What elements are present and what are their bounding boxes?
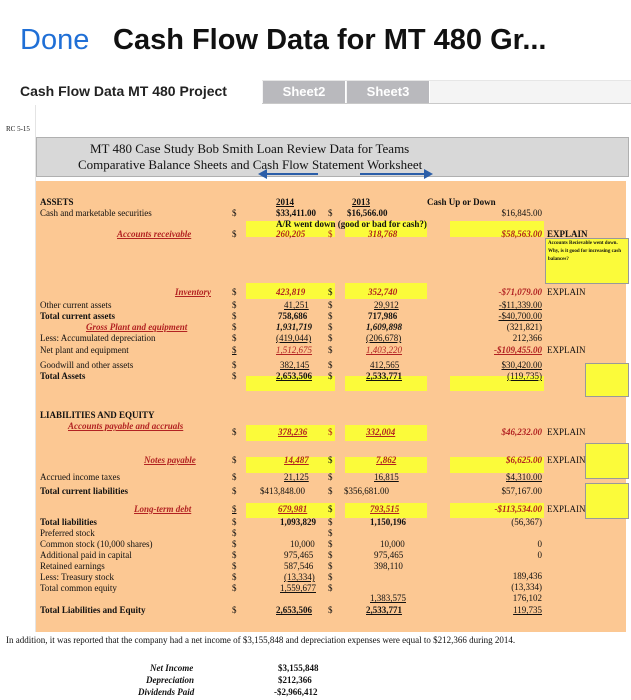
currency-sign: $: [328, 345, 333, 355]
currency-sign: $: [328, 561, 333, 571]
cell-change[interactable]: 212,366: [512, 333, 542, 343]
row-label: Less: Treasury stock: [40, 572, 114, 582]
cell-2014[interactable]: 382,145: [280, 360, 310, 370]
explain-label: EXPLAIN: [547, 504, 586, 514]
currency-sign: $: [328, 333, 333, 343]
sheet-title: MT 480 Case Study Bob Smith Loan Review Data for Teams: [90, 141, 410, 156]
row-label: Total common equity: [40, 583, 117, 593]
currency-sign: $: [328, 322, 333, 332]
explain-label: EXPLAIN: [547, 287, 586, 297]
currency-sign: $: [328, 486, 333, 496]
currency-sign: $: [232, 287, 237, 297]
currency-sign: $: [232, 311, 237, 321]
cell-change[interactable]: -$113,534.00: [494, 504, 542, 514]
currency-sign: $: [232, 208, 237, 218]
currency-sign: $: [328, 583, 333, 593]
currency-sign: $: [328, 504, 333, 514]
cell-2013[interactable]: $16,566.00: [347, 208, 388, 218]
done-button[interactable]: Done: [20, 24, 90, 56]
row-label: Cash and marketable securities: [40, 208, 152, 218]
cell-2014[interactable]: 378,236: [278, 427, 308, 437]
currency-sign: $: [232, 486, 237, 496]
cell-2014[interactable]: 21,125: [284, 472, 309, 482]
document-title: Cash Flow Data for MT 480 Gr...: [113, 24, 547, 56]
cell-change[interactable]: $4,310.00: [506, 472, 542, 482]
currency-sign: $: [328, 311, 333, 321]
cell-2013[interactable]: 1,609,898: [366, 322, 402, 332]
currency-sign: $: [232, 345, 237, 355]
currency-sign: $: [328, 455, 333, 465]
assets-header: ASSETS: [40, 197, 74, 207]
row-label: Total Liabilities and Equity: [40, 605, 146, 615]
row-label: Accounts payable and accruals: [68, 421, 184, 431]
comment-box[interactable]: [585, 443, 629, 479]
comment-box[interactable]: [585, 483, 629, 519]
tab-label: Sheet3: [366, 84, 410, 99]
cell-2014[interactable]: 2,653,506: [276, 605, 312, 615]
cell-2013[interactable]: 7,862: [376, 455, 397, 465]
year-2013-header: 2013: [352, 197, 370, 207]
currency-sign: $: [232, 371, 237, 381]
cell-change[interactable]: -$109,455.00: [494, 345, 542, 355]
cell-2013[interactable]: $356,681.00: [344, 486, 389, 496]
row-label: Total current assets: [40, 311, 115, 321]
currency-sign: $: [232, 300, 237, 310]
row-label: Total Assets: [40, 371, 86, 381]
spreadsheet-grid[interactable]: [0, 105, 631, 700]
explain-label: EXPLAIN: [547, 455, 586, 465]
summary-label: Dividends Paid: [138, 687, 195, 697]
cell-2013[interactable]: 398,110: [374, 561, 403, 571]
year-2014-header: 2014: [276, 197, 294, 207]
currency-sign: $: [232, 550, 237, 560]
cell-change[interactable]: $6,625.00: [506, 455, 542, 465]
footnote-text: In addition, it was reported that the company had a net income of $3,155,848 and depreciation expenses were equal to $212,366 during 2014.: [6, 635, 516, 645]
row-label: Gross Plant and equipment: [86, 322, 188, 332]
cell-2013[interactable]: 29,912: [374, 300, 399, 310]
tab-sheet3[interactable]: [347, 81, 430, 103]
currency-sign: $: [232, 561, 237, 571]
ar-note: A/R went down (good or bad for cash?): [276, 219, 427, 229]
row-label: Total current liabilities: [40, 486, 129, 496]
cell-2014[interactable]: $413,848.00: [260, 486, 305, 496]
cell-2013[interactable]: 1,383,575: [370, 593, 406, 603]
cell-2013[interactable]: 332,004: [366, 427, 396, 437]
cell-change[interactable]: $57,167.00: [501, 486, 542, 496]
cell-2014[interactable]: $33,411.00: [276, 208, 317, 218]
currency-sign: $: [232, 517, 237, 527]
cell-2013[interactable]: 793,515: [370, 504, 400, 514]
currency-sign: $: [232, 333, 237, 343]
summary-label: Depreciation: [146, 675, 194, 685]
cell-change[interactable]: $30,420.00: [501, 360, 542, 370]
cell-change[interactable]: 0: [537, 539, 542, 549]
liabilities-header: LIABILITIES AND EQUITY: [40, 410, 155, 420]
cell-2014[interactable]: 260,205: [276, 229, 306, 239]
explain-label: EXPLAIN: [547, 229, 588, 239]
currency-sign: $: [232, 455, 237, 465]
row-label: Total liabilities: [40, 517, 97, 527]
tab-label: Cash Flow Data MT 480 Project: [20, 83, 227, 99]
currency-sign: $: [328, 287, 333, 297]
cell-2014[interactable]: 679,981: [278, 504, 308, 514]
top-nav-bar: [0, 0, 631, 78]
row-label: Notes payable: [144, 455, 196, 465]
row-label: Other current assets: [40, 300, 112, 310]
cell-2013[interactable]: 975,465: [374, 550, 404, 560]
row-label: Accrued income taxes: [40, 472, 120, 482]
change-header: Cash Up or Down: [427, 197, 496, 207]
cell-2013[interactable]: (206,678): [366, 333, 402, 343]
row-label: Preferred stock: [40, 528, 95, 538]
cell-2013[interactable]: 16,815: [374, 472, 399, 482]
explain-label: EXPLAIN: [547, 427, 586, 437]
cell-change[interactable]: -$40,700.00: [498, 311, 542, 321]
currency-sign: $: [232, 322, 237, 332]
right-arrow-icon: [424, 169, 433, 179]
currency-sign: $: [328, 528, 333, 538]
cell-2014[interactable]: 1,931,719: [276, 322, 312, 332]
currency-sign: $: [232, 572, 237, 582]
currency-sign: $: [328, 208, 333, 218]
currency-sign: $: [232, 472, 237, 482]
tab-label: Sheet2: [282, 84, 326, 99]
cell-change[interactable]: 189,436: [512, 571, 542, 581]
cell-change[interactable]: $58,563.00: [501, 229, 542, 239]
currency-sign: $: [232, 427, 237, 437]
currency-sign: $: [232, 504, 237, 514]
cell-change[interactable]: 0: [537, 550, 542, 560]
row-label: Accounts receivable: [117, 229, 192, 239]
sheet-subtitle: Comparative Balance Sheets and Cash Flow Statement Worksheet: [78, 157, 423, 172]
currency-sign: $: [328, 605, 333, 615]
cell-2014[interactable]: 1,559,677: [280, 583, 316, 593]
row-label: Retained earnings: [40, 561, 105, 571]
currency-sign: $: [328, 427, 333, 437]
currency-sign: $: [232, 528, 237, 538]
cell-2014[interactable]: 2,653,506: [276, 371, 312, 381]
currency-sign: $: [232, 583, 237, 593]
tab-sheet2[interactable]: [263, 81, 346, 103]
left-arrow-icon: [258, 169, 267, 179]
cell-change[interactable]: (321,821): [506, 322, 542, 332]
left-arrow-icon: [266, 173, 318, 175]
currency-sign: $: [328, 229, 333, 239]
currency-sign: $: [232, 605, 237, 615]
explain-comment-text: Accounts Recievable went down. Why, is it good for increasing cash balances?: [548, 241, 622, 262]
cell-2014[interactable]: 758,686: [278, 311, 308, 321]
row-label: Net plant and equipment: [40, 345, 129, 355]
currency-sign: $: [232, 360, 237, 370]
currency-sign: $: [328, 572, 333, 582]
currency-sign: $: [328, 300, 333, 310]
cell-2014[interactable]: (13,334): [284, 572, 315, 582]
summary-value[interactable]: $212,366: [278, 675, 312, 685]
summary-label: Net Income: [150, 663, 194, 673]
summary-value[interactable]: $3,155,848: [278, 663, 319, 673]
right-arrow-icon: [360, 173, 425, 175]
explain-label: EXPLAIN: [547, 345, 586, 355]
currency-sign: $: [328, 517, 333, 527]
currency-sign: $: [328, 371, 333, 381]
cell-change[interactable]: -$11,339.00: [498, 300, 542, 310]
cell-2013[interactable]: 2,533,771: [366, 371, 402, 381]
row-label: Additional paid in capital: [40, 550, 132, 560]
cell-2014[interactable]: 423,819: [276, 287, 306, 297]
cell-2014[interactable]: 587,546: [284, 561, 314, 571]
cell-2014[interactable]: (419,044): [276, 333, 312, 343]
tab-cash-flow-data[interactable]: [0, 80, 262, 104]
cell-change[interactable]: (56,367): [511, 517, 542, 527]
cell-change[interactable]: -$71,079.00: [498, 287, 542, 297]
cell-change[interactable]: 119,735: [513, 605, 542, 615]
cell-2014[interactable]: 1,512,675: [276, 345, 312, 355]
cell-change[interactable]: $16,845.00: [501, 208, 542, 218]
cell-change[interactable]: $46,232.00: [501, 427, 542, 437]
currency-sign: $: [232, 539, 237, 549]
row-label: Goodwill and other assets: [40, 360, 134, 370]
cell-change[interactable]: (119,735): [507, 371, 542, 381]
cell-2013[interactable]: 318,768: [368, 229, 398, 239]
cell-2014[interactable]: 1,093,829: [280, 517, 316, 527]
row-label: Inventory: [175, 287, 211, 297]
cell-2013[interactable]: 412,565: [370, 360, 400, 370]
cell-reference: RC 5-15: [6, 125, 30, 133]
currency-sign: $: [328, 550, 333, 560]
summary-value[interactable]: -$2,966,412: [274, 687, 318, 697]
cell-2013[interactable]: 2,533,771: [366, 605, 402, 615]
cell-2013[interactable]: 352,740: [368, 287, 398, 297]
cell-change[interactable]: 176,102: [512, 593, 542, 603]
currency-sign: $: [328, 472, 333, 482]
cell-2013[interactable]: 1,403,220: [366, 345, 402, 355]
currency-sign: $: [328, 539, 333, 549]
cell-2014[interactable]: 14,487: [284, 455, 309, 465]
row-label: Common stock (10,000 shares): [40, 539, 153, 549]
cell-2014[interactable]: 41,251: [284, 300, 309, 310]
currency-sign: $: [232, 229, 237, 239]
row-label: Long-term debt: [134, 504, 192, 514]
cell-2013[interactable]: 10,000: [380, 539, 405, 549]
cell-2013[interactable]: 1,150,196: [370, 517, 406, 527]
cell-change[interactable]: (13,334): [511, 582, 542, 592]
cell-2014[interactable]: 975,465: [284, 550, 314, 560]
cell-2014[interactable]: 10,000: [290, 539, 315, 549]
cell-2013[interactable]: 717,986: [368, 311, 398, 321]
currency-sign: $: [328, 360, 333, 370]
row-label: Less: Accumulated depreciation: [40, 333, 156, 343]
comment-box[interactable]: [585, 363, 629, 397]
